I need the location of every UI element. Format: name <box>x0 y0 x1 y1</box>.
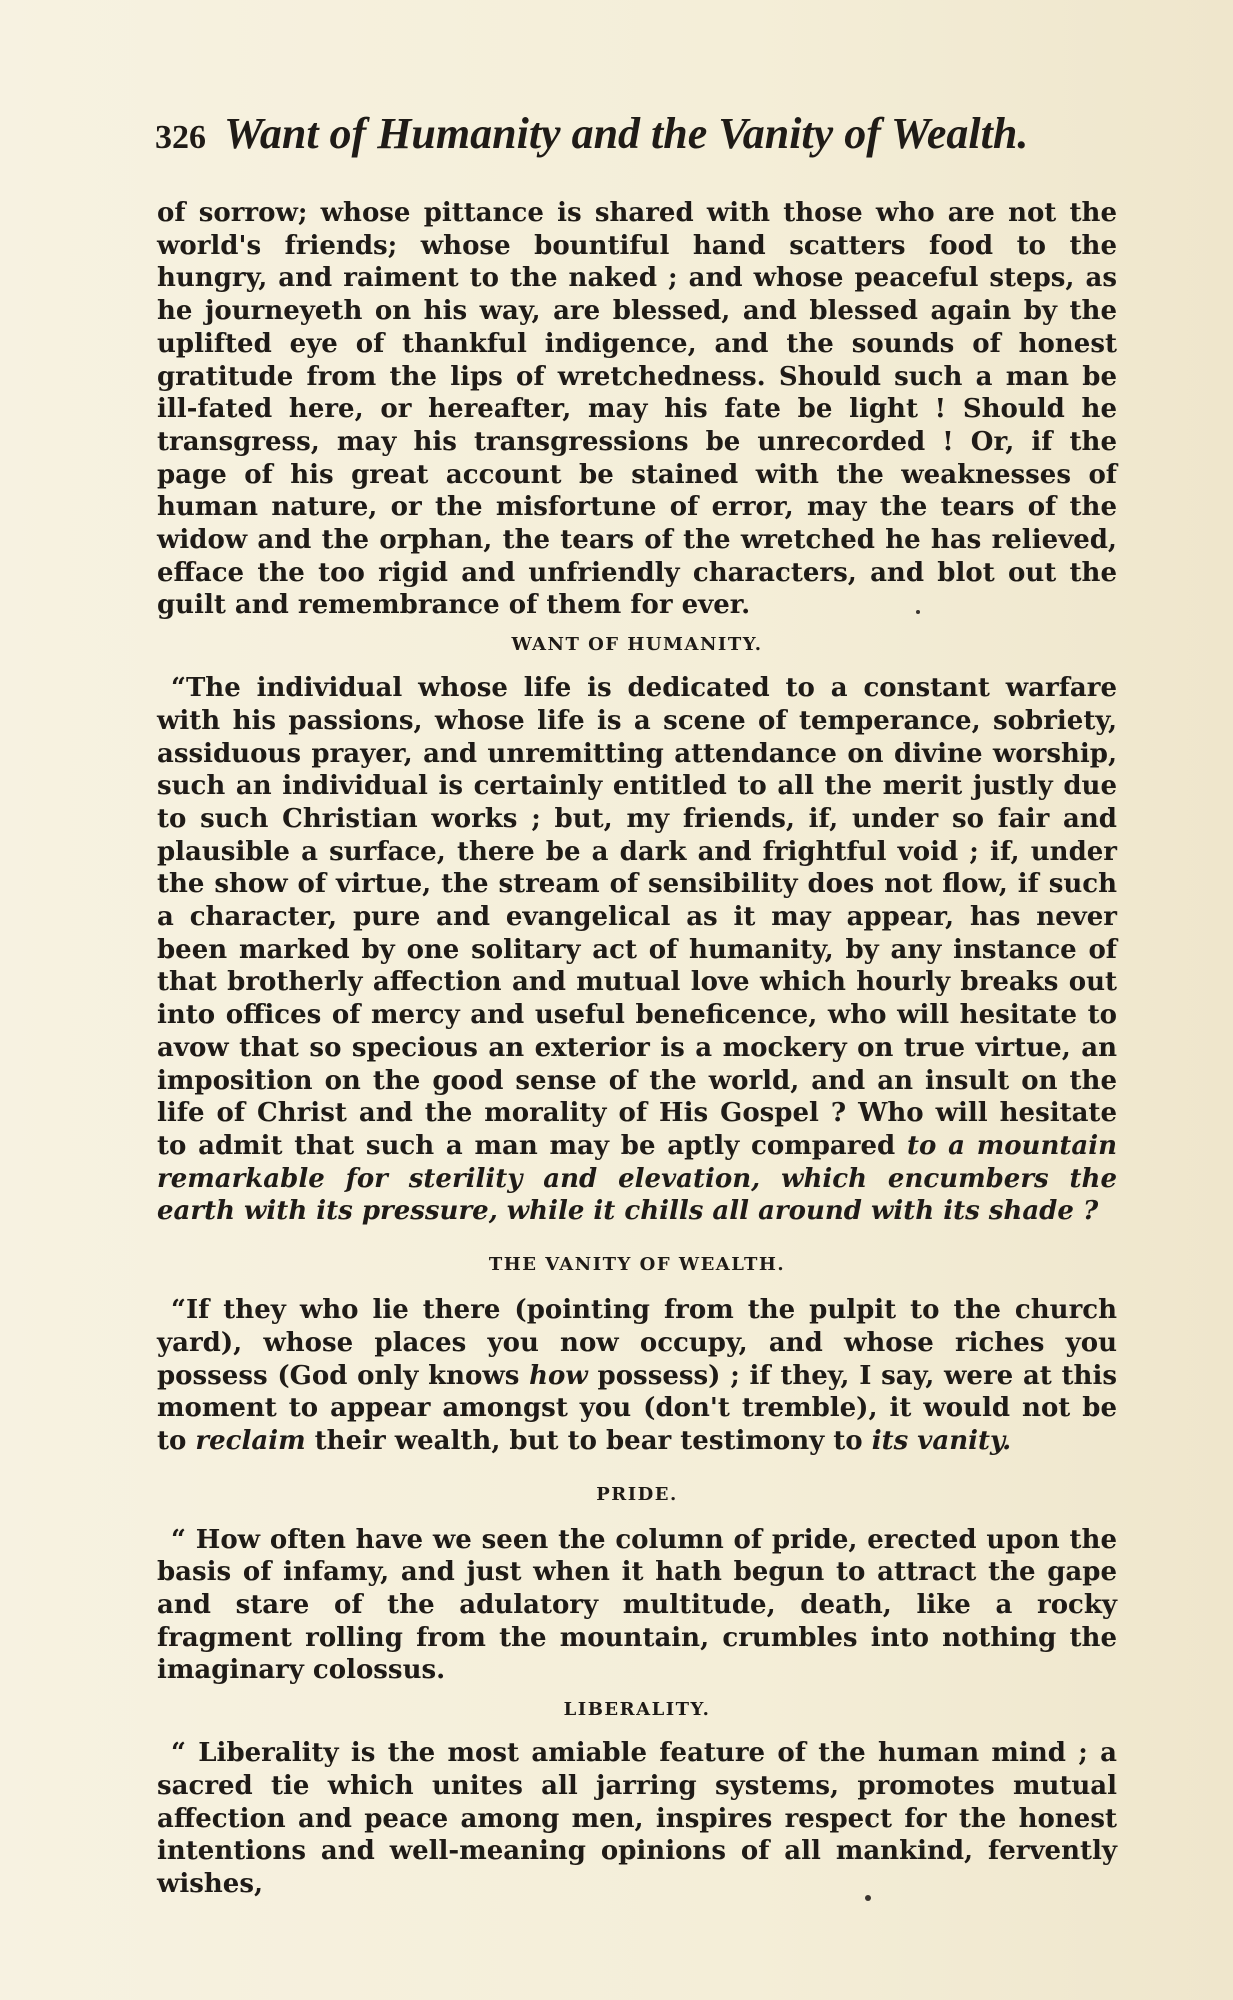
vanity-italic-c: its vanity. <box>871 1425 1012 1456</box>
heading-vanity-of-wealth: THE VANITY OF WEALTH. <box>488 1254 786 1276</box>
ink-speck <box>916 610 920 614</box>
running-title: Want of Humanity and the Vanity of Wealth. <box>224 109 1029 158</box>
paragraph-want-of-humanity <box>157 672 1117 1228</box>
paragraph-vanity-of-wealth <box>157 1294 1117 1458</box>
vanity-italic-b: reclaim <box>195 1425 306 1456</box>
continued-paragraph: of sorrow; whose pittance is shared with those who are not the world's friends; whose bountiful hand scatters food to the hungry, and raiment to the naked ; and whose peaceful steps, as he journeyeth on his way, are blessed, and blessed again by the uplifted eye of thankful indigence, and the sounds of honest gratitude from the lips of wretchedness. Should such a man be ill-fated here, or hereafter, may his fate be light ! Should he transgress, may his transgressions be unrecorded ! Or, if the page of his great account be stained with the weaknesses of human nature, or the misfortune of error, may the tears of the widow and the orphan, the tears of the wretched he has relieved, efface the too rigid and unfriendly characters, and blot out the guilt and remembrance of them for ever. <box>157 198 1117 621</box>
paragraph-liberality: “ Liberality is the most amiable feature of the human mind ; a sacred tie which unites all jarring systems, promotes mutual affection and peace among men, inspires respect for the honest intentions and well-meaning opinions of all mankind, fervently wishes, <box>157 1738 1117 1899</box>
paragraph-pride: “ How often have we seen the column of pride, erected upon the basis of infamy, and just when it hath begun to attract the gape and stare of the adulatory multitude, death, like a rocky fragment rolling from the mountain, crumbles into nothing the imaginary colossus. <box>157 1524 1117 1686</box>
want-of-humanity-italic: to a mountain remarkable for sterility and elevation, which encumbers the earth with its pressure, while it chills all around with its shade ? <box>157 1130 1117 1227</box>
page-body <box>157 197 1117 1901</box>
heading-want-of-humanity: WANT OF HUMANITY. <box>511 634 763 656</box>
vanity-text-a: “If they who lie there (pointing from the pulpit to the church yard), whose places you now occupy, and whose riches you possess (God only knows <box>157 1295 1117 1391</box>
vanity-text-b: possess) ; if they, I say, were at this moment to appear amongst you (don't tremble), it would not be to <box>157 1360 1117 1456</box>
want-of-humanity-text: “The individual whose life is dedicated to a constant warfare with his passions, whose life is a scene of temperance, sobriety, assiduous prayer, and unremitting attendance on divine worship, such an individual is certainly entitled to all the merit justly due to such Christian works ; but, my friends, if, under so fair and plausible a surface, there be a dark and frightful void ; if, under the show of virtue, the stream of sensibility does not flow, if such a character, pure and evangelical as it may appear, has never been marked by one solitary act of humanity, by any instance of that brotherly affection and mutual love which hourly breaks out into offices of mercy and useful beneficence, who will hesitate to avow that so specious an exterior is a mockery on true virtue, an imposition on the good sense of the world, and an insult on the life of Christ and the morality of His Gospel ? Who will hesitate to admit that such a man may be aptly compared <box>157 673 1117 1161</box>
vanity-italic-a: how <box>529 1360 588 1391</box>
heading-pride: PRIDE. <box>596 1483 678 1505</box>
vanity-text-c: their wealth, but to bear testimony to <box>314 1425 863 1456</box>
ink-speck <box>865 1895 871 1901</box>
page-number: 326 <box>155 119 206 156</box>
heading-liberality: LIBERALITY. <box>563 1699 711 1721</box>
page-header <box>155 108 1115 159</box>
